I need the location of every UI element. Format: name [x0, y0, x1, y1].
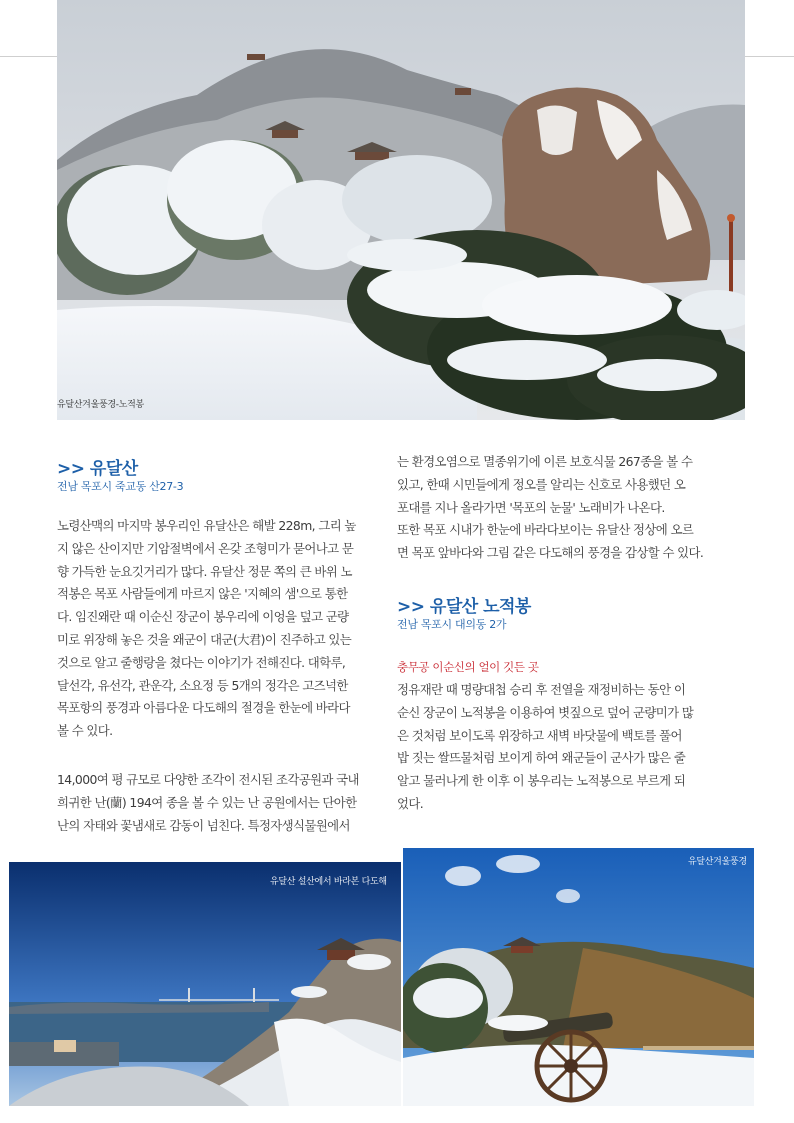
section2-subtitle: 충무공 이순신의 얼이 깃든 곳: [397, 660, 539, 674]
text-line: 14,000여 평 규모로 다양한 조각이 전시된 조각공원과 국내: [57, 772, 359, 787]
text-line: 목포항의 풍경과 아름다운 다도해의 절경을 한눈에 바라다: [57, 700, 350, 716]
bottom-left-photo-sea-view: [9, 862, 401, 1106]
bottom-left-photo-caption: 유달산 설산에서 바라본 다도해: [270, 877, 387, 887]
text-line: 포대를 지나 올라가면 '목포의 눈물' 노래비가 나온다.: [397, 499, 665, 515]
text-line: 달선각, 유선각, 관운각, 소요정 등 5개의 정각은 고즈넉한: [57, 677, 348, 693]
top-right-rule: [745, 56, 794, 57]
section1-paragraph1: [57, 515, 379, 743]
text-line: 적봉은 목포 사람들에게 마르지 않은 '지혜의 샘'으로 통한: [57, 586, 348, 602]
section1-paragraph2: [57, 769, 379, 837]
text-line: 은 것처럼 보이도록 위장하고 새벽 바닷물에 백토를 풀어: [397, 727, 682, 743]
section1-title: >> 유달산: [57, 459, 138, 479]
text-line: 면 목포 앞바다와 그림 같은 다도해의 풍경을 감상할 수 있다.: [397, 545, 704, 561]
top-photo-snowy-mountain: [57, 0, 745, 420]
text-line: 볼 수 있다.: [57, 723, 113, 739]
text-line: 지 않은 산이지만 기암절벽에서 온갖 조형미가 묻어나고 문: [57, 540, 354, 556]
section1-location: 전남 목포시 죽교동 산27-3: [57, 480, 184, 493]
section2-paragraph1: [397, 679, 719, 816]
text-line: 희귀한 난(蘭) 194여 종을 볼 수 있는 난 공원에서는 단아한: [57, 794, 357, 810]
text-line: 순신 장군이 노적봉을 이용하여 볏짚으로 덮어 군량미가 많: [397, 704, 694, 720]
text-line: 향 가득한 눈요깃거리가 많다. 유달산 정문 쪽의 큰 바위 노: [57, 563, 352, 579]
bottom-right-photo-cannon: [403, 848, 754, 1106]
section2-location: 전남 목포시 대의동 2가: [397, 618, 507, 631]
text-line: 난의 자태와 꽃냄새로 감동이 넘친다. 특정자생식물원에서: [57, 817, 350, 833]
text-line: 다. 임진왜란 때 이순신 장군이 봉우리에 이엉을 덮고 군량: [57, 609, 349, 625]
text-line: 노령산맥의 마지막 봉우리인 유달산은 해발 228m, 그리 높: [57, 518, 356, 533]
text-line: 정유재란 때 명량대첩 승리 후 전열을 재정비하는 동안 이: [397, 682, 686, 697]
section2-title: >> 유달산 노적봉: [397, 597, 531, 617]
text-line: 또한 목포 시내가 한눈에 바라다보이는 유달산 정상에 오르: [397, 522, 694, 538]
text-line: 는 환경오염으로 멸종위기에 이른 보호식물 267종을 볼 수: [397, 454, 693, 469]
text-line: 었다.: [397, 795, 424, 811]
text-line: 것으로 알고 줄행랑을 쳤다는 이야기가 전해진다. 대학루,: [57, 654, 346, 670]
top-photo-caption: 유달산겨울풍경-노적봉: [57, 400, 144, 410]
section1-paragraph3: [397, 451, 719, 565]
text-line: 알고 물러나게 한 이후 이 봉우리는 노적봉으로 부르게 되: [397, 773, 686, 789]
text-line: 미로 위장해 놓은 것을 왜군이 대군(大君)이 진주하고 있는: [57, 631, 352, 647]
text-line: 밥 짓는 쌀뜨물처럼 보이게 하여 왜군들이 군사가 많은 줄: [397, 750, 686, 766]
bottom-right-photo-caption: 유달산겨울풍경: [688, 857, 747, 867]
top-left-rule: [0, 56, 58, 57]
text-line: 있고, 한때 시민들에게 정오를 알리는 신호로 사용했던 오: [397, 476, 686, 492]
